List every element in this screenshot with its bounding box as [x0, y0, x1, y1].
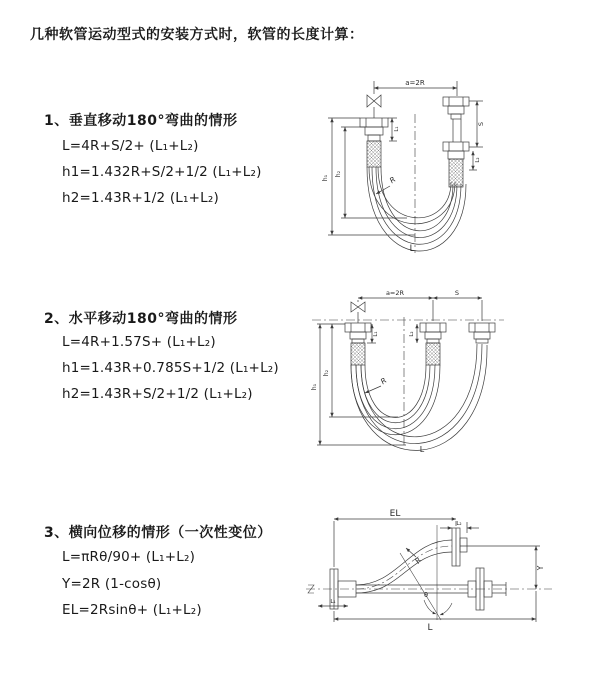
section-2-heading: 2、水平移动180°弯曲的情形: [44, 311, 238, 327]
dim-label-l2: L₂: [456, 521, 462, 527]
dim-label-l2: L₂: [409, 331, 415, 337]
dim-label-a2r: a=2R: [405, 79, 425, 87]
dim-label-r: R: [412, 555, 424, 566]
section-3-formula-l: L=πRθ/90+ (L₁+L₂): [62, 549, 196, 565]
dim-label-l: L: [427, 623, 433, 633]
section-2-formula-l: L=4R+1.57S+ (L₁+L₂): [62, 334, 216, 350]
section-3-formula-y: Y=2R (1-cosθ): [62, 576, 162, 592]
page-title: 几种软管运动型式的安装方式时，软管的长度计算：: [30, 27, 364, 43]
dim-label-h1: h₁: [322, 174, 329, 182]
dim-label-h2: h₂: [323, 369, 330, 377]
dim-label-r: R: [378, 375, 389, 387]
dim-label-l1: L₁: [394, 126, 400, 132]
dim-label-l: L: [409, 244, 415, 254]
drawing-lines: [312, 298, 504, 450]
dim-label-s: S: [477, 121, 485, 127]
section-1-formula-h2: h2=1.43R+1/2 (L₁+L₂): [62, 190, 219, 206]
section-3-formula-el: EL=2Rsinθ+ (L₁+L₂): [62, 602, 202, 618]
dim-label-r: R: [387, 174, 398, 186]
section-2-formula-h2: h2=1.43R+S/2+1/2 (L₁+L₂): [62, 386, 253, 402]
dim-label-a2r: a=2R: [385, 289, 405, 297]
dim-label-y: Y: [536, 565, 545, 571]
diagram-lateral-displacement: [300, 506, 562, 646]
drawing-lines: [306, 519, 552, 622]
dim-label-h2: h₂: [335, 170, 342, 178]
diagram-vertical-180-bend: [312, 70, 532, 260]
dim-label-l1: L₁: [373, 331, 379, 337]
dim-label-l1: L₁: [330, 599, 336, 605]
dim-label-s: S: [454, 289, 460, 297]
drawing-lines: [328, 81, 483, 253]
section-3-heading: 3、横向位移的情形（一次性变位）: [44, 525, 272, 541]
dim-label-el: EL: [389, 509, 401, 519]
dim-label-theta: θ: [424, 591, 428, 599]
dim-label-l2: L₂: [475, 157, 481, 163]
diagram-horizontal-180-bend: [306, 287, 544, 455]
dim-label-l: L: [419, 445, 425, 454]
section-1-formula-h1: h1=1.432R+S/2+1/2 (L₁+L₂): [62, 164, 262, 180]
section-2-formula-h1: h1=1.43R+0.785S+1/2 (L₁+L₂): [62, 360, 279, 376]
section-1-formula-l: L=4R+S/2+ (L₁+L₂): [62, 138, 199, 154]
section-1-heading: 1、垂直移动180°弯曲的情形: [44, 113, 238, 129]
dim-label-h1: h₁: [311, 383, 318, 391]
